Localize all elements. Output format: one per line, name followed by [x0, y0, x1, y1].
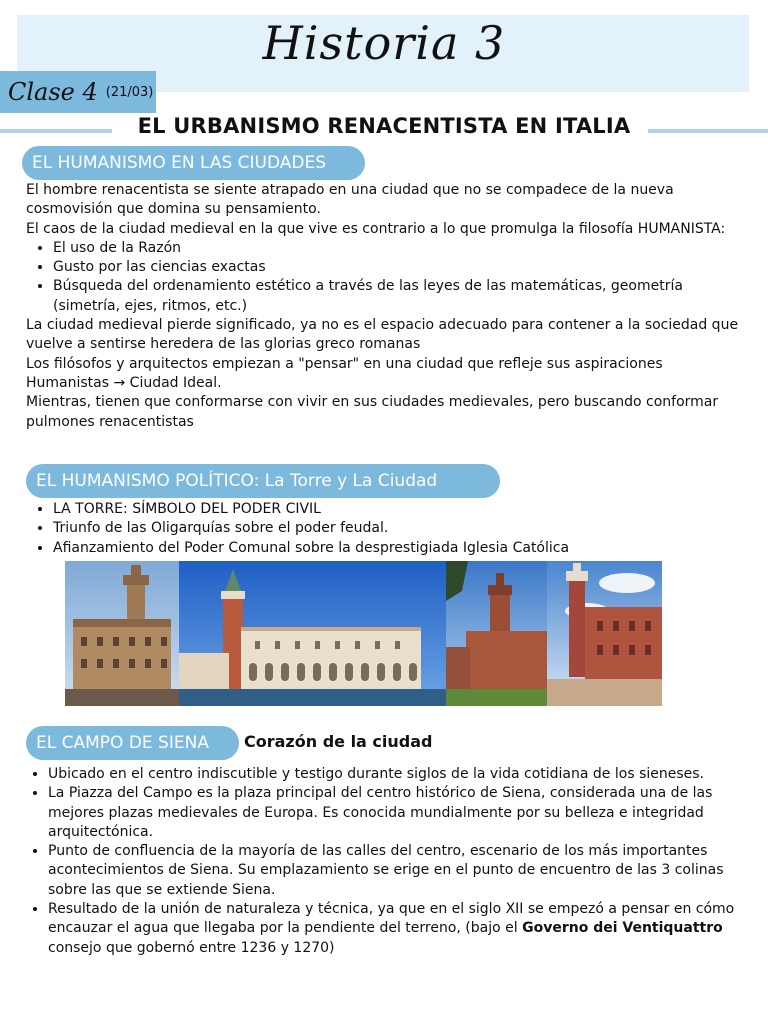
class-label: Clase 4 — [8, 78, 98, 106]
list-item-bold: Governo dei Ventiquattro — [522, 920, 723, 937]
photo-palazzo-vecchio — [65, 561, 179, 706]
class-tag — [0, 71, 156, 113]
list-item-text: Resultado de la unión de naturaleza y técnica, ya que en el siglo XII se empezó a pensar en cómo encauzar el agua que llegaba por la pendiente del terreno, (bajo el — [48, 901, 735, 937]
document-title: EL URBANISMO RENACENTISTA EN ITALIA — [137, 114, 631, 138]
list-item: • Gusto por las ciencias exactas — [53, 258, 746, 277]
list-item: • Afianzamiento del Poder Comunal sobre la desprestigiada Iglesia Católica — [53, 539, 746, 558]
section-heading-humanismo-politico — [26, 464, 500, 498]
list-item: • LA TORRE: SÍMBOLO DEL PODER CIVIL — [53, 500, 746, 519]
list-item: • El uso de la Razón — [53, 239, 746, 258]
paragraph: La ciudad medieval pierde significado, ya no es el espacio adecuado para contener a la sociedad que vuelve a sentirse heredera de las glorias greco romanas — [26, 317, 739, 353]
class-date: (21/03) — [105, 84, 154, 100]
list-item — [48, 900, 746, 958]
list-item: • La Piazza del Campo es la plaza principal del centro histórico de Siena, considerada una de las mejores plazas medievales de Europa. Es conocida mundialmente por su belleza e integridad arquitectónica. — [48, 784, 746, 842]
photo-castello-sforzesco — [446, 561, 547, 706]
bullet-list — [26, 765, 746, 958]
photo-torre-del-mangia — [547, 561, 662, 706]
section-heading-text: EL HUMANISMO POLÍTICO: La Torre y La Ciudad — [36, 471, 438, 491]
list-item: • Búsqueda del ordenamiento estético a través de las leyes de las matemáticas, geometría (simetría, ejes, ritmos, etc.) — [53, 277, 746, 316]
page-title: Historia 3 — [262, 16, 506, 70]
section2-body — [26, 500, 746, 558]
paragraph: El caos de la ciudad medieval en la que vive es contrario a lo que promulga la filosofía HUMANISTA: — [26, 220, 726, 237]
section1-body — [26, 181, 746, 432]
paragraph: Mientras, tienen que conformarse con vivir en sus ciudades medievales, pero buscando conformar pulmones renacentistas — [26, 394, 719, 430]
list-item: • Ubicado en el centro indiscutible y testigo durante siglos de la vida cotidiana de los sieneses. — [48, 765, 746, 784]
bullet-list — [26, 500, 746, 558]
list-item-text: consejo que gobernó entre 1236 y 1270) — [48, 939, 335, 956]
photo-piazza-san-marco — [179, 561, 446, 706]
section-heading-text: EL CAMPO DE SIENA — [36, 733, 209, 753]
paragraph: Los filósofos y arquitectos empiezan a "pensar" en una ciudad que refleje sus aspiraciones Humanistas → Ciudad Ideal. — [26, 355, 663, 391]
section-heading-text: EL HUMANISMO EN LAS CIUDADES — [32, 153, 327, 173]
section3-body — [26, 765, 746, 958]
list-item: • Triunfo de las Oligarquías sobre el poder feudal. — [53, 519, 746, 538]
tower-photo-strip — [65, 561, 662, 706]
bullet-list — [26, 239, 746, 316]
paragraph: El hombre renacentista se siente atrapado en una ciudad que no se compadece de la nueva cosmovisión que domina su pensamiento. — [26, 182, 674, 218]
section-heading-humanismo-ciudades — [22, 146, 365, 180]
section-heading-campo-siena — [26, 726, 239, 760]
section-subtitle: Corazón de la ciudad — [244, 732, 433, 751]
list-item: • Punto de confluencia de la mayoría de las calles del centro, escenario de los más importantes acontecimientos de Siena. Su emplazamiento se erige en el punto de encuentro de las 3 colinas sobre las que se extiende Siena. — [48, 842, 746, 900]
